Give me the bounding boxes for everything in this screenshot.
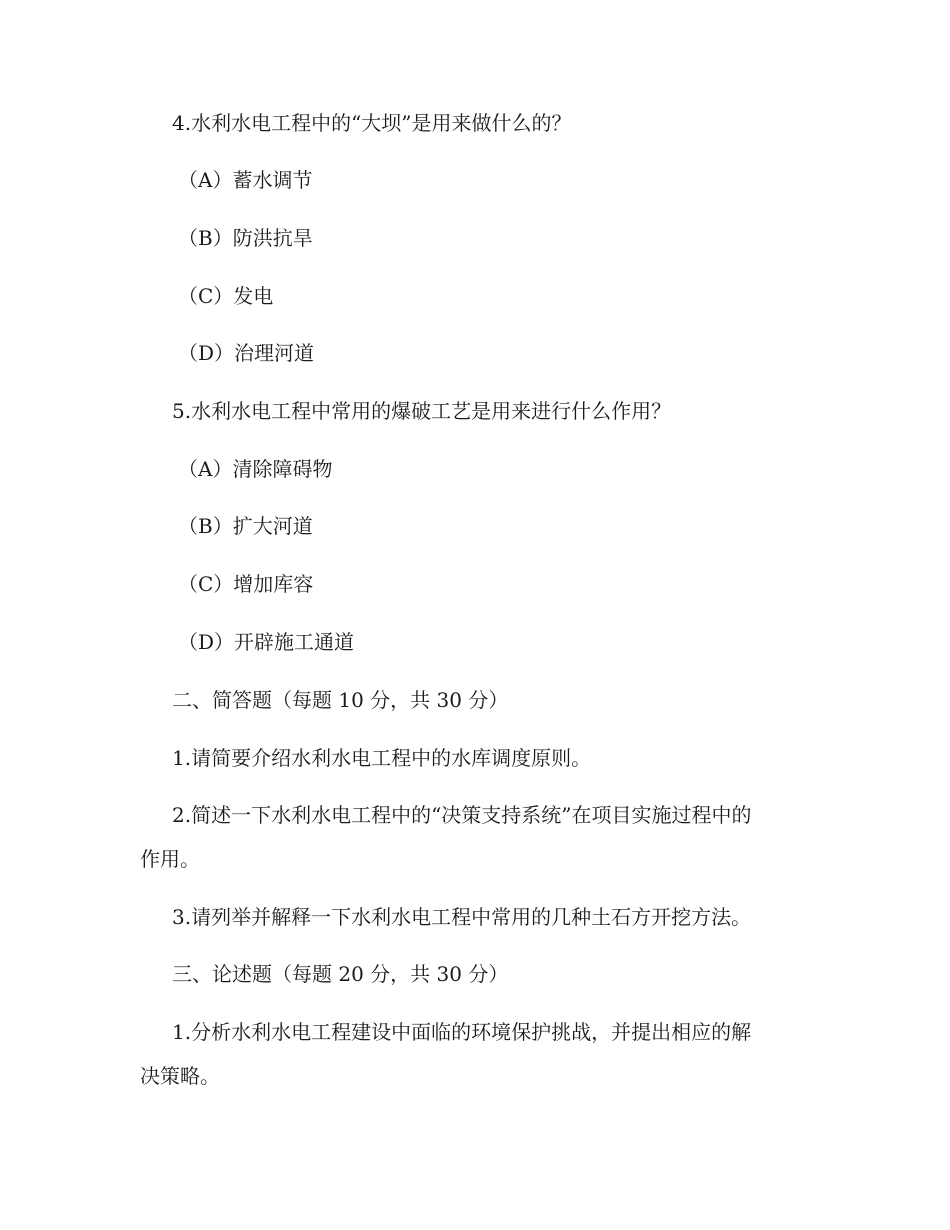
short-answer-question-3: 3.请列举并解释一下水利水电工程中常用的几种土石方开挖方法。 xyxy=(172,905,752,929)
question-5-option-b: （B）扩大河道 xyxy=(178,514,313,538)
question-5: 5.水利水电工程中常用的爆破工艺是用来进行什么作用？ xyxy=(172,399,672,423)
question-5-option-c: （C）增加库容 xyxy=(178,572,314,596)
section-heading-short-answer: 二、简答题（每题 10 分，共 30 分） xyxy=(172,688,509,712)
short-answer-question-2-continued: 作用。 xyxy=(140,847,200,871)
question-5-option-d: （D）开辟施工通道 xyxy=(178,630,355,654)
essay-question-1-continued: 决策略。 xyxy=(140,1064,220,1088)
section-heading-essay: 三、论述题（每题 20 分，共 30 分） xyxy=(172,962,509,986)
question-5-option-a: （A）清除障碍物 xyxy=(178,457,333,481)
question-4-option-c: （C）发电 xyxy=(178,284,274,308)
essay-question-1: 1.分析水利水电工程建设中面临的环境保护挑战，并提出相应的解 xyxy=(172,1020,752,1044)
question-4-option-b: （B）防洪抗旱 xyxy=(178,226,313,250)
question-4: 4.水利水电工程中的“大坝”是用来做什么的？ xyxy=(172,111,572,135)
short-answer-question-2: 2.简述一下水利水电工程中的“决策支持系统”在项目实施过程中的 xyxy=(172,803,752,827)
question-4-option-d: （D）治理河道 xyxy=(178,341,315,365)
short-answer-question-1: 1.请简要介绍水利水电工程中的水库调度原则。 xyxy=(172,746,592,770)
question-4-option-a: （A）蓄水调节 xyxy=(178,168,313,192)
